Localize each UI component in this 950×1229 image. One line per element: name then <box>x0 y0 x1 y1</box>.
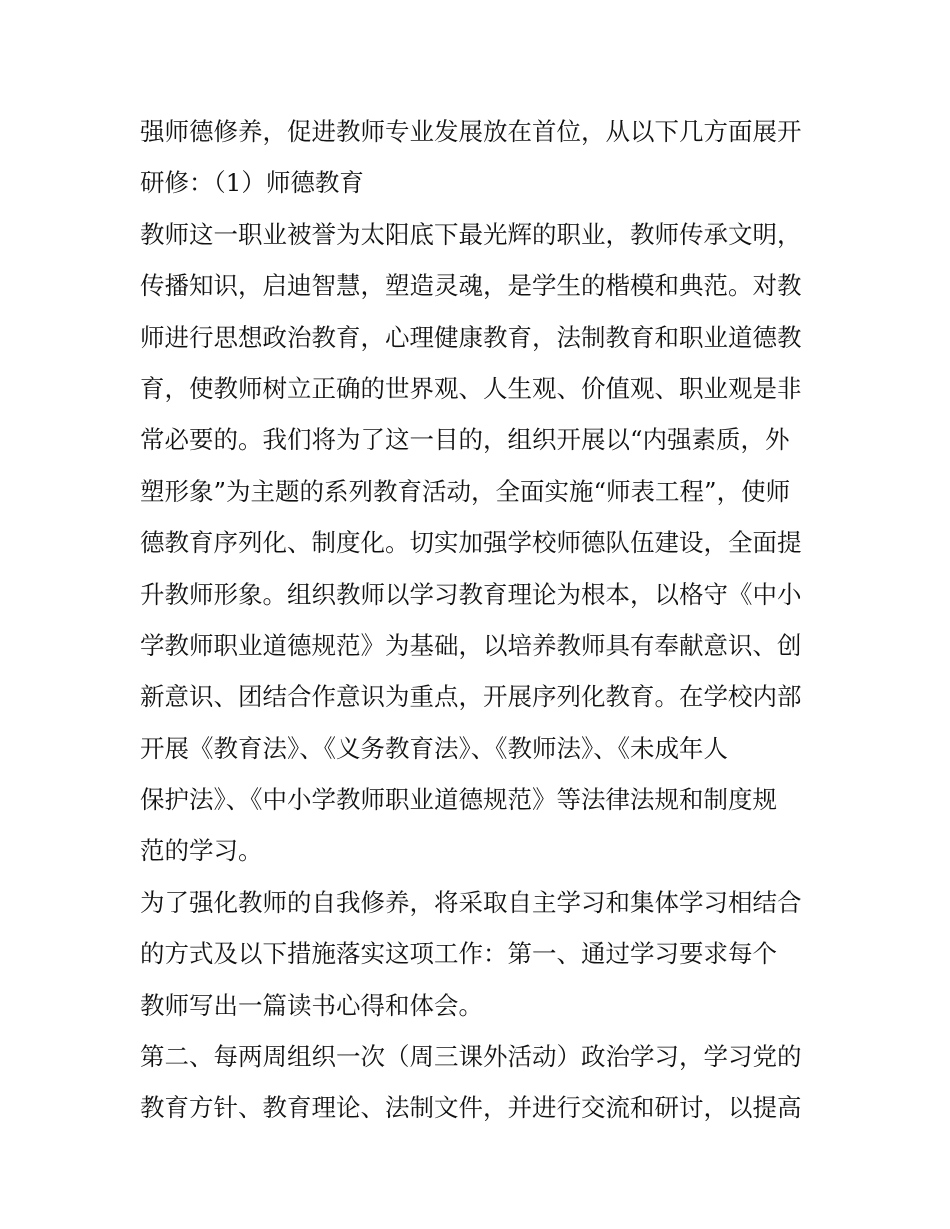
text-line: 传播知识，启迪智慧，塑造灵魂，是学生的楷模和典范。对教 <box>140 271 802 301</box>
text-line: 升教师形象。组织教师以学习教育理论为根本，以格守《中小 <box>140 579 802 609</box>
text-line: 常必要的。我们将为了这一目的，组织开展以“内强素质，外 <box>140 425 790 455</box>
text-line: 学教师职业道德规范》为基础，以培养教师具有奉献意识、创 <box>140 630 802 660</box>
text-line: 强师德修养，促进教师专业发展放在首位，从以下几方面展开 <box>140 117 802 146</box>
text-line: 师进行思想政治教育，心理健康教育，法制教育和职业道德教 <box>140 322 802 352</box>
text-line: 教育方针、教育理论、法制文件，并进行交流和研讨，以提高 <box>140 1093 802 1123</box>
text-line: 第二、每两周组织一次（周三课外活动）政治学习，学习党的 <box>140 1042 802 1072</box>
body-text <box>140 106 820 1134</box>
text-line: 开展《教育法》、《义务教育法》、《教师法》、《未成年人 <box>140 733 728 763</box>
text-line: 德教育序列化、制度化。切实加强学校师德队伍建设，全面提 <box>140 528 802 558</box>
text-line: 新意识、团结合作意识为重点，开展序列化教育。在学校内部 <box>140 682 802 712</box>
text-line: 塑形象”为主题的系列教育活动，全面实施“师表工程”，使师 <box>140 476 791 506</box>
text-line: 教师这一职业被誉为太阳底下最光辉的职业，教师传承文明， <box>140 219 802 249</box>
text-line: 研修：（1）师德教育 <box>140 168 364 198</box>
text-line: 育，使教师树立正确的世界观、人生观、价值观、职业观是非 <box>140 373 802 403</box>
text-line: 的方式及以下措施落实这项工作：第一、通过学习要求每个 <box>140 939 777 969</box>
text-line: 范的学习。 <box>140 836 263 866</box>
text-line: 为了强化教师的自我修养，将采取自主学习和集体学习相结合 <box>140 887 802 917</box>
text-line: 教师写出一篇读书心得和体会。 <box>140 990 483 1020</box>
text-line: 保护法》、《中小学教师职业道德规范》等法律法规和制度规 <box>140 785 777 815</box>
